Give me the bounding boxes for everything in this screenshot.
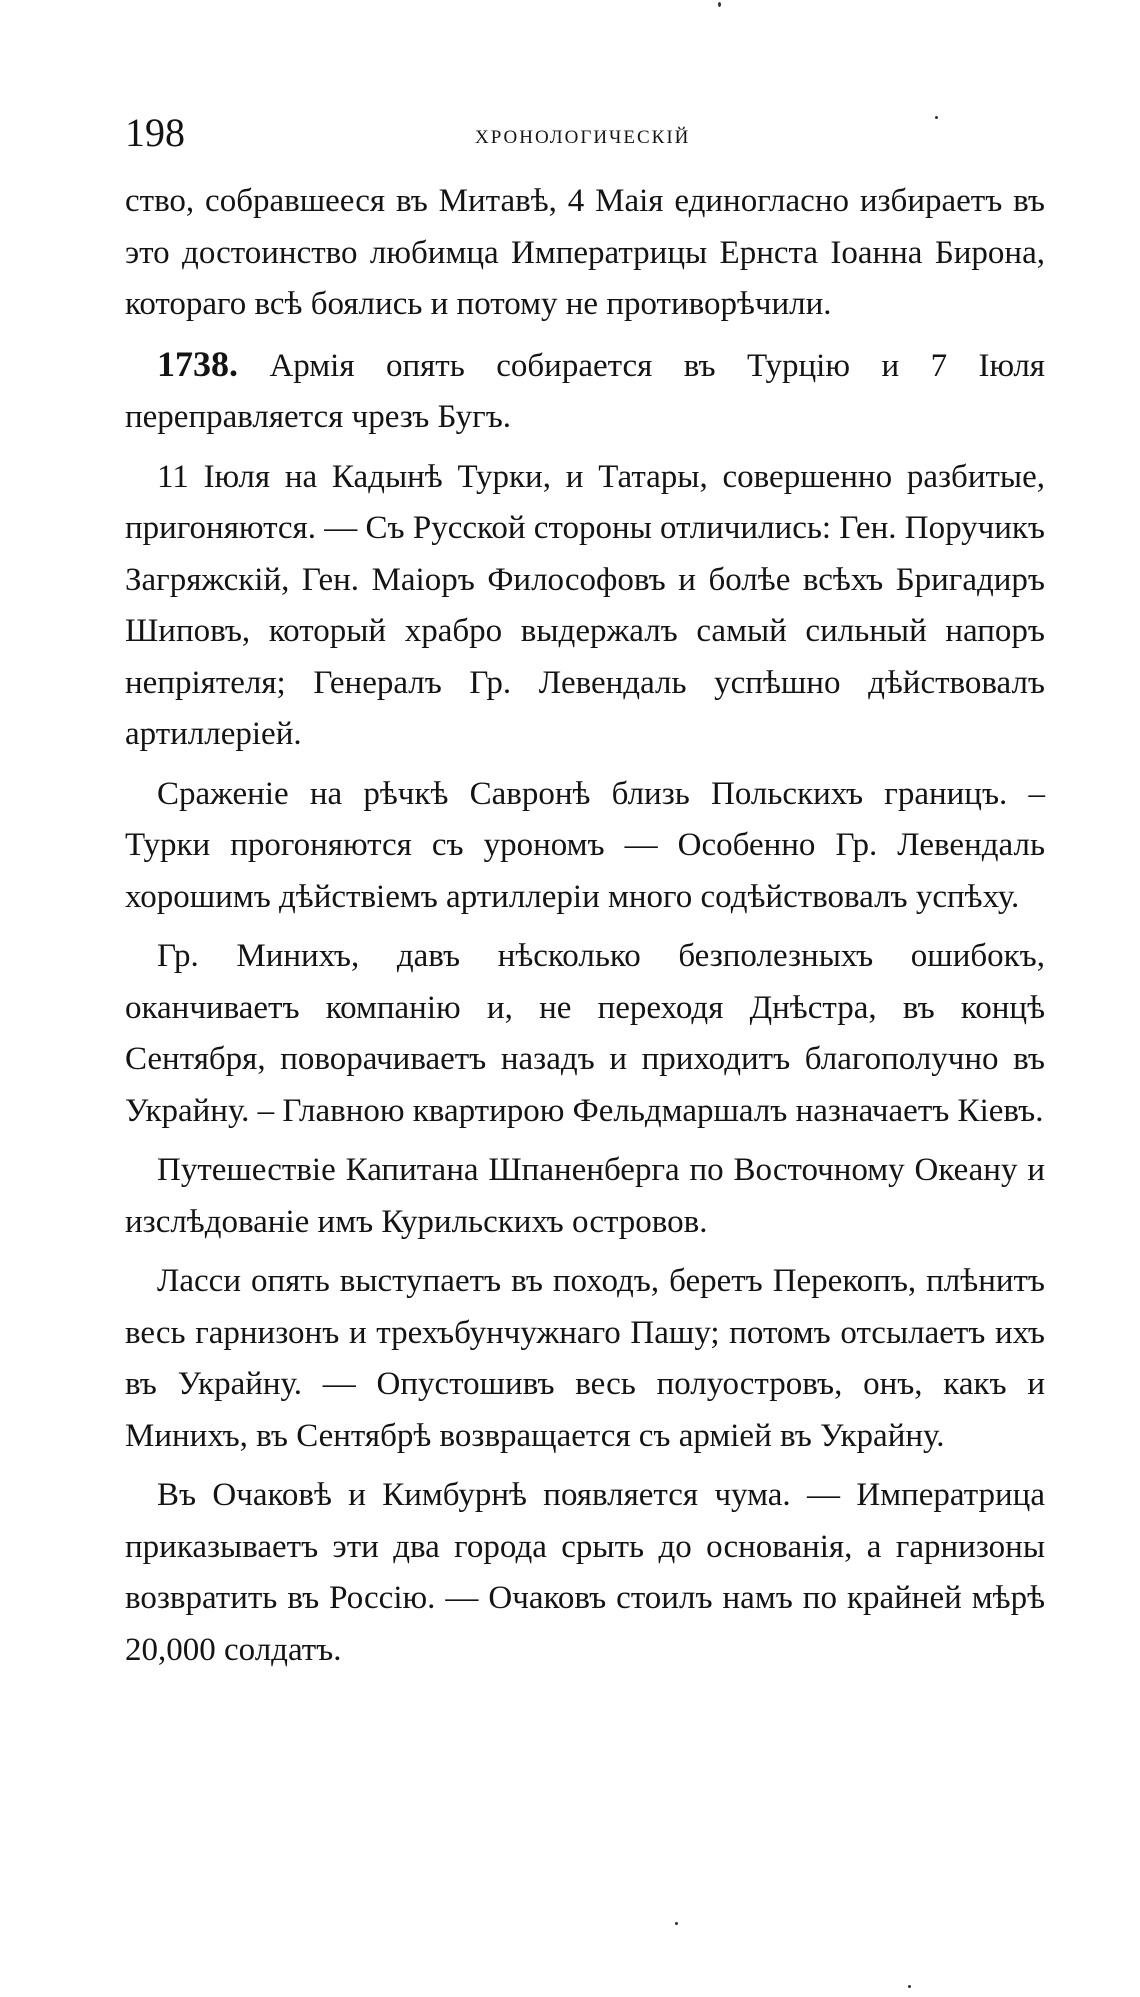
running-head: хронологическій [475,119,691,149]
paragraph-continuation [125,176,1045,331]
paragraph-battle-kadyn [125,452,1045,761]
scan-speck [935,116,938,119]
scan-speck [718,2,721,7]
paragraph-text: Гр. Минихъ, давъ нѣсколько безполезныхъ ошибокъ, оканчиваетъ компанію и, не переходя Днѣстра, въ концѣ Сентября, поворачиваетъ назадъ и приходитъ благополучно въ Украйну. – Главною квартирою Фельдмаршалъ назначаетъ Кіевъ. [125,938,1045,1129]
year-marker: 1738. [157,343,238,384]
paragraph-text: Въ Очаковѣ и Кимбурнѣ появляется чума. — Императрица приказываетъ эти два города срыть до основанія, а гарнизоны возвратить въ Россію. — Очаковъ стоилъ намъ по крайней мѣрѣ 20,000 солдатъ. [125,1477,1045,1668]
paragraph-battle-savron [125,769,1045,924]
paragraph-text: Армія опять собирается въ Турцію и 7 Іюля переправляется чрезъ Бугъ. [125,347,1045,435]
scan-speck [675,1922,678,1925]
paragraph-year-1738 [125,339,1045,444]
body-text [125,176,1045,1684]
paragraph-text: ство, собравшееся въ Митавѣ, 4 Маія единогласно избираетъ въ это достоинство любимца Императрицы Ернста Іоанна Бирона, котораго всѣ боялись и потому не противорѣчили. [125,183,1045,322]
paragraph-spanberg [125,1145,1045,1248]
scan-speck [908,1985,911,1988]
paragraph-text: Сраженіе на рѣчкѣ Савронѣ близь Польскихъ границъ. – Турки прогоняются съ урономъ — Особенно Гр. Левендаль хорошимъ дѣйствіемъ артиллеріи много содѣйствовалъ успѣху. [125,775,1045,915]
paragraph-text: Путешествіе Капитана Шпаненберга по Восточному Океану и изслѣдованіе имъ Курильскихъ островов. [125,1152,1045,1240]
page-header [125,108,1045,158]
paragraph-minikh [125,931,1045,1137]
page-number: 198 [125,110,185,155]
paragraph-plague [125,1470,1045,1676]
paragraph-text: 11 Іюля на Кадынѣ Турки, и Татары, совершенно разбитые, пригоняются. — Съ Русской стороны отличились: Ген. Поручикъ Загряжскій, Ген. Маіоръ Философовъ и болѣе всѣхъ Бригадиръ Шиповъ, который храбро выдержалъ самый сильный напоръ непріятеля; Генералъ Гр. Левендаль успѣшно дѣйствовалъ артиллеріей. [125,458,1045,752]
paragraph-lassi [125,1256,1045,1462]
paragraph-text: Ласси опять выступаетъ въ походъ, беретъ Перекопъ, плѣнитъ весь гарнизонъ и трехъбунчужнаго Пашу; потомъ отсылаетъ ихъ въ Украйну. — Опустошивъ весь полуостровъ, онъ, какъ и Минихъ, въ Сентябрѣ возвращается съ арміей въ Украйну. [125,1263,1045,1454]
